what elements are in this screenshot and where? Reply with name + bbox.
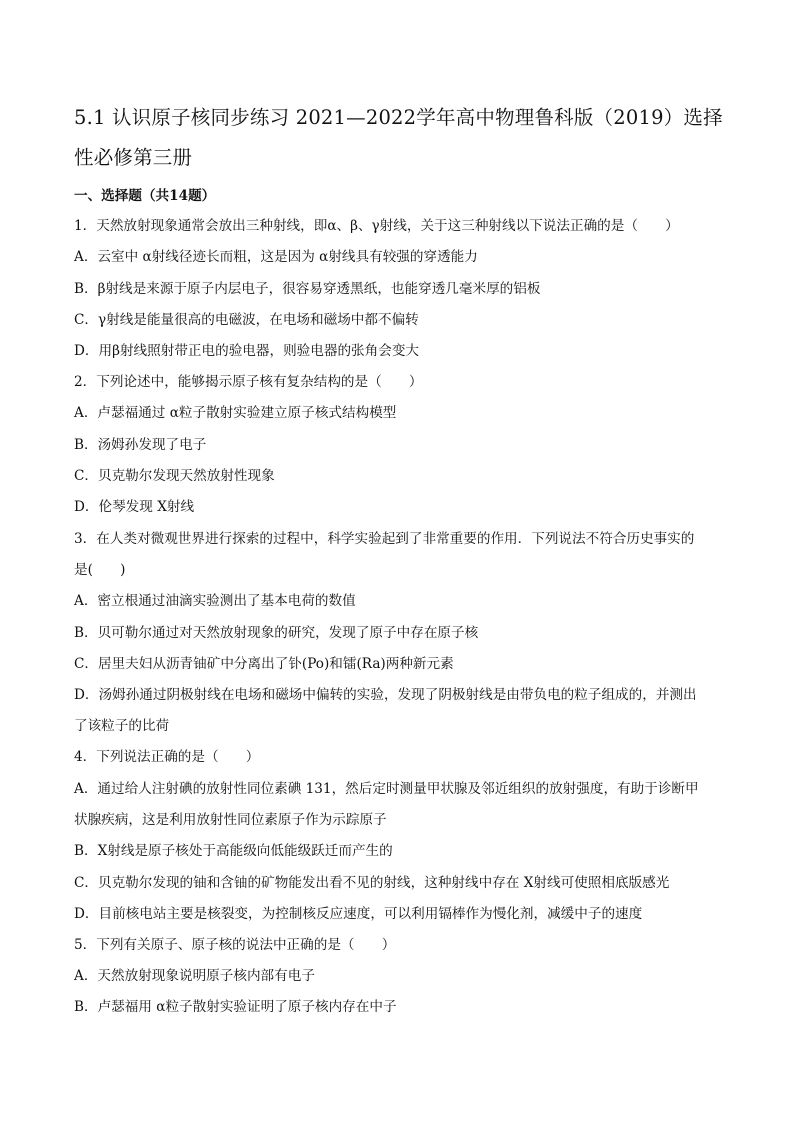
question-4: 4．下列说法正确的是（ ）	[74, 749, 260, 765]
q4-option-b: B．X射线是原子核处于高能级向低能级跃迁而产生的	[74, 843, 393, 859]
q2-option-b: B．汤姆孙发现了电子	[74, 437, 207, 453]
q2-option-a: A．卢瑟福通过 α粒子散射实验建立原子核式结构模型	[74, 405, 397, 421]
q5-option-a: A．天然放射现象说明原子核内部有电子	[74, 968, 315, 984]
question-2: 2．下列论述中，能够揭示原子核有复杂结构的是（ ）	[74, 374, 423, 390]
question-5: 5．下列有关原子、原子核的说法中正确的是（ ）	[74, 937, 396, 953]
q3-option-c: C．居里夫妇从沥青铀矿中分离出了钋(Po)和镭(Ra)两种新元素	[74, 656, 454, 672]
q4-option-a-cont: 状腺疾病，这是利用放射性同位素原子作为示踪原子	[74, 812, 387, 828]
question-3-cont: 是( )	[74, 562, 126, 578]
question-1: 1．天然放射现象通常会放出三种射线，即α、β、γ射线，关于这三种射线以下说法正确的是（ ）	[74, 218, 679, 234]
q1-option-a: A．云室中 α射线径迹长而粗，这是因为 α射线具有较强的穿透能力	[74, 249, 478, 265]
q1-option-b: B．β射线是来源于原子内层电子，很容易穿透黑纸，也能穿透几毫米厚的铝板	[74, 281, 541, 297]
q3-option-d: D．汤姆孙通过阴极射线在电场和磁场中偏转的实验，发现了阴极射线是由带负电的粒子组成的，并测出	[74, 687, 697, 703]
q4-option-c: C．贝克勒尔发现的铀和含铀的矿物能发出看不见的射线，这种射线中存在 X射线可使照相底版感光	[74, 875, 670, 891]
q3-option-d-cont: 了该粒子的比荷	[74, 718, 170, 734]
q5-option-b: B．卢瑟福用 α粒子散射实验证明了原子核内存在中子	[74, 999, 397, 1015]
q1-option-d: D．用β射线照射带正电的验电器，则验电器的张角会变大	[74, 343, 420, 359]
q2-option-d: D．伦琴发现 X射线	[74, 499, 195, 515]
document-title: 5.1 认识原子核同步练习 2021—2022学年高中物理鲁科版（2019）选择性必修第三册	[74, 106, 723, 169]
q3-option-b: B．贝可勒尔通过对天然放射现象的研究，发现了原子中存在原子核	[74, 625, 479, 641]
q4-option-d: D．目前核电站主要是核裂变，为控制核反应速度，可以利用镉棒作为慢化剂，减缓中子的速度	[74, 906, 643, 922]
q4-option-a: A．通过给人注射碘的放射性同位素碘 131，然后定时测量甲状腺及邻近组织的放射强度，有助于诊断甲	[74, 781, 699, 797]
question-3: 3．在人类对微观世界进行探索的过程中，科学实验起到了非常重要的作用．下列说法不符合历史事实的	[74, 531, 695, 547]
q3-option-a: A．密立根通过油滴实验测出了基本电荷的数值	[74, 593, 356, 609]
section-heading: 一、选择题（共14题）	[74, 188, 216, 204]
q1-option-c: C．γ射线是能量很高的电磁波，在电场和磁场中都不偏转	[74, 312, 419, 328]
q2-option-c: C．贝克勒尔发现天然放射性现象	[74, 468, 275, 484]
